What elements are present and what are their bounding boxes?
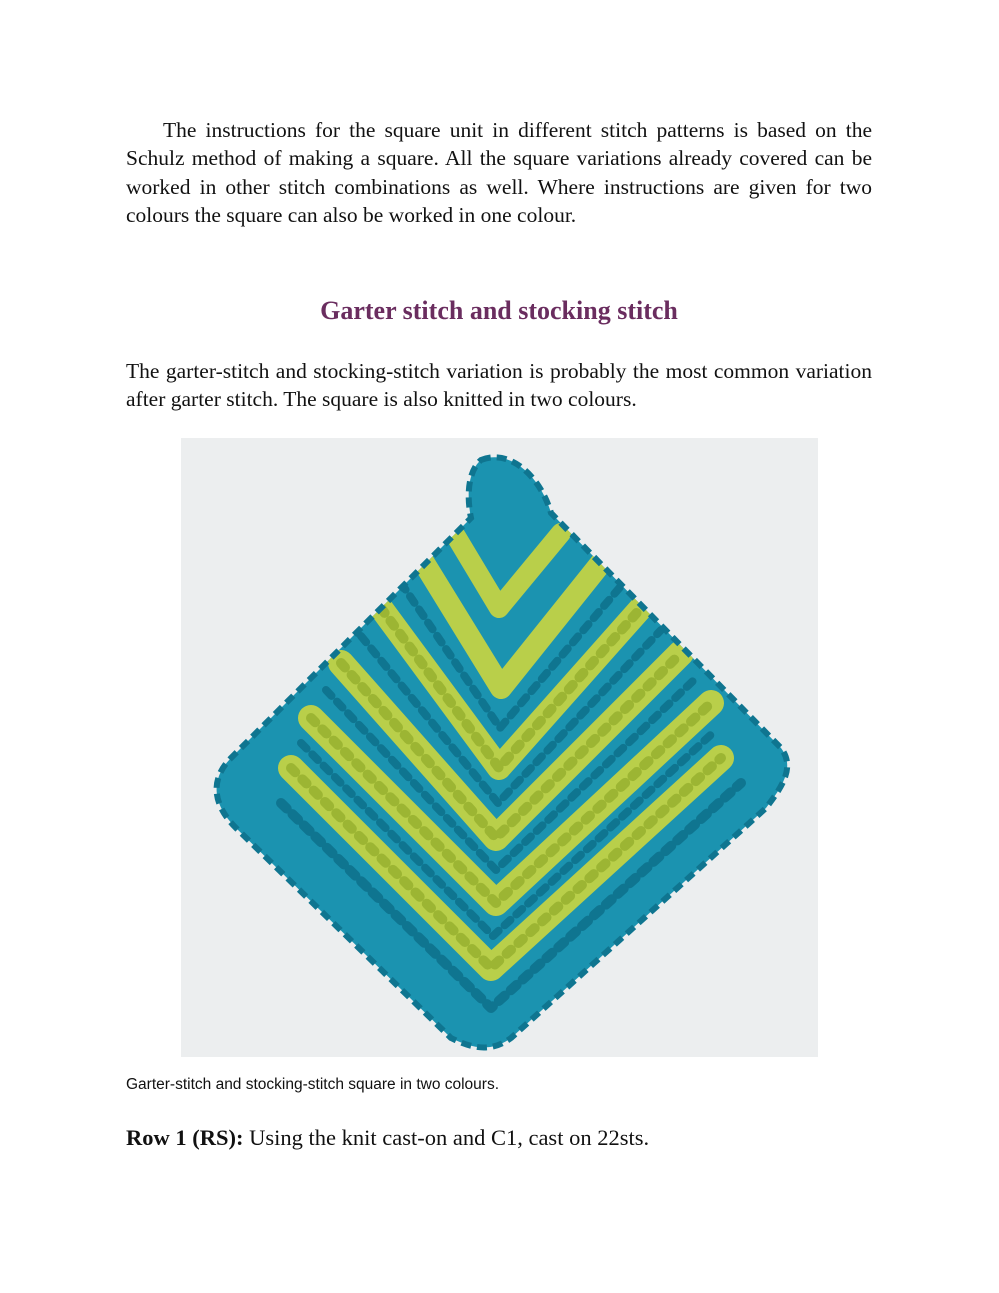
row-text: Using the knit cast-on and C1, cast on 22sts.	[249, 1125, 650, 1150]
knitted-square-photo	[181, 438, 818, 1057]
section-description: The garter-stitch and stocking-stitch variation is probably the most common variation after garter stitch. The square is also knitted in two colours.	[126, 359, 872, 412]
row-instruction	[126, 1123, 649, 1153]
section-title: Garter stitch and stocking stitch	[320, 296, 678, 325]
knitted-square-illustration	[181, 438, 818, 1057]
intro-paragraph: The instructions for the square unit in different stitch patterns is based on the Schulz method of making a square. All the square variations already covered can be worked in other stitch combinations as well. Where instructions are given for two colours the square can also be worked in one colour.	[126, 118, 872, 227]
figure-caption: Garter-stitch and stocking-stitch square in two colours.	[126, 1076, 500, 1093]
row-label: Row 1 (RS):	[126, 1125, 244, 1150]
